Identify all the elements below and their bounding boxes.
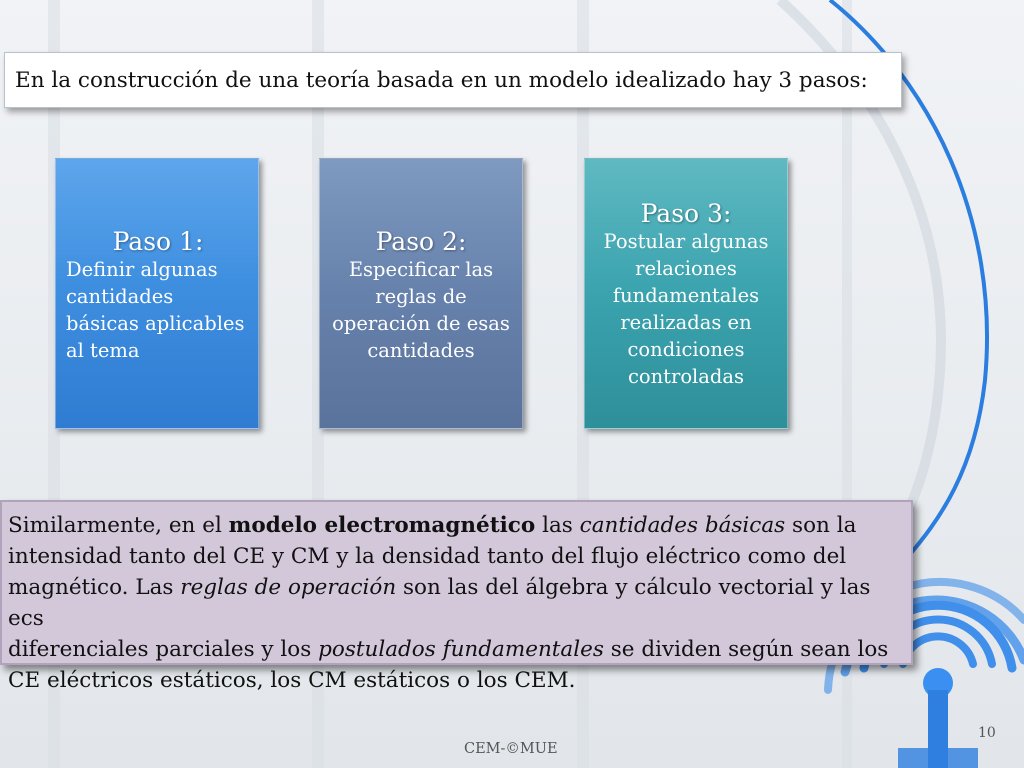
slide-title: En la construcción de una teoría basada en un modelo idealizado hay 3 pasos:	[4, 52, 902, 108]
slide-footer: CEM-©MUE	[464, 741, 558, 757]
paragraph-italic-text: postulados fundamentales	[318, 637, 604, 662]
paragraph-text: son la	[785, 513, 857, 538]
step-1-heading: Paso 1:	[112, 227, 204, 256]
step-1-box	[55, 158, 259, 429]
step-3-line: relaciones	[635, 257, 737, 280]
paragraph-line: CE eléctricos estáticos, los CM estáticos o los CEM.	[8, 668, 576, 693]
step-1-line: cantidades	[66, 285, 174, 308]
paragraph-line	[8, 634, 911, 665]
step-2-text	[326, 256, 516, 364]
paragraph-line	[8, 510, 911, 541]
step-2-line: operación de esas	[332, 312, 510, 335]
paragraph-line: intensidad tanto del CE y CM y la densidad tanto del flujo eléctrico como del	[8, 544, 847, 569]
step-3-line: controladas	[627, 365, 745, 388]
page-number: 10	[978, 725, 996, 741]
paragraph-text: se dividen según sean los	[603, 637, 889, 662]
step-3-line: fundamentales	[612, 284, 760, 307]
paragraph-text: magnético. Las	[8, 575, 181, 600]
step-1-line: básicas aplicables	[66, 312, 245, 335]
step-2-box	[319, 158, 523, 429]
step-3-box	[584, 158, 788, 429]
step-3-line: Postular algunas	[603, 230, 769, 253]
paragraph-text: las	[535, 513, 580, 538]
paragraph-text: diferenciales parciales y los	[8, 637, 319, 662]
step-3-heading: Paso 3:	[640, 199, 732, 228]
paragraph-line	[8, 572, 911, 634]
paragraph-text: Similarmente, en el	[8, 513, 229, 538]
step-3-line: condiciones	[627, 338, 745, 361]
step-1-line: al tema	[66, 339, 140, 362]
paragraph-italic-text: reglas de operación	[180, 575, 397, 600]
explanation-paragraph	[0, 500, 913, 693]
step-2-line: cantidades	[367, 339, 475, 362]
paragraph-text: son las del álgebra y cálculo vectorial y las ecs	[8, 575, 871, 631]
step-1-text	[66, 256, 250, 364]
step-2-line: Especificar las	[348, 258, 494, 281]
step-3-line: realizadas en	[620, 311, 752, 334]
step-2-line: reglas de	[375, 285, 467, 308]
paragraph-italic-text: cantidades básicas	[579, 513, 786, 538]
step-2-heading: Paso 2:	[375, 227, 467, 256]
step-1-line: Definir algunas	[66, 258, 218, 281]
step-3-text	[591, 228, 781, 390]
paragraph-bold-text: modelo electromagnético	[228, 513, 536, 538]
